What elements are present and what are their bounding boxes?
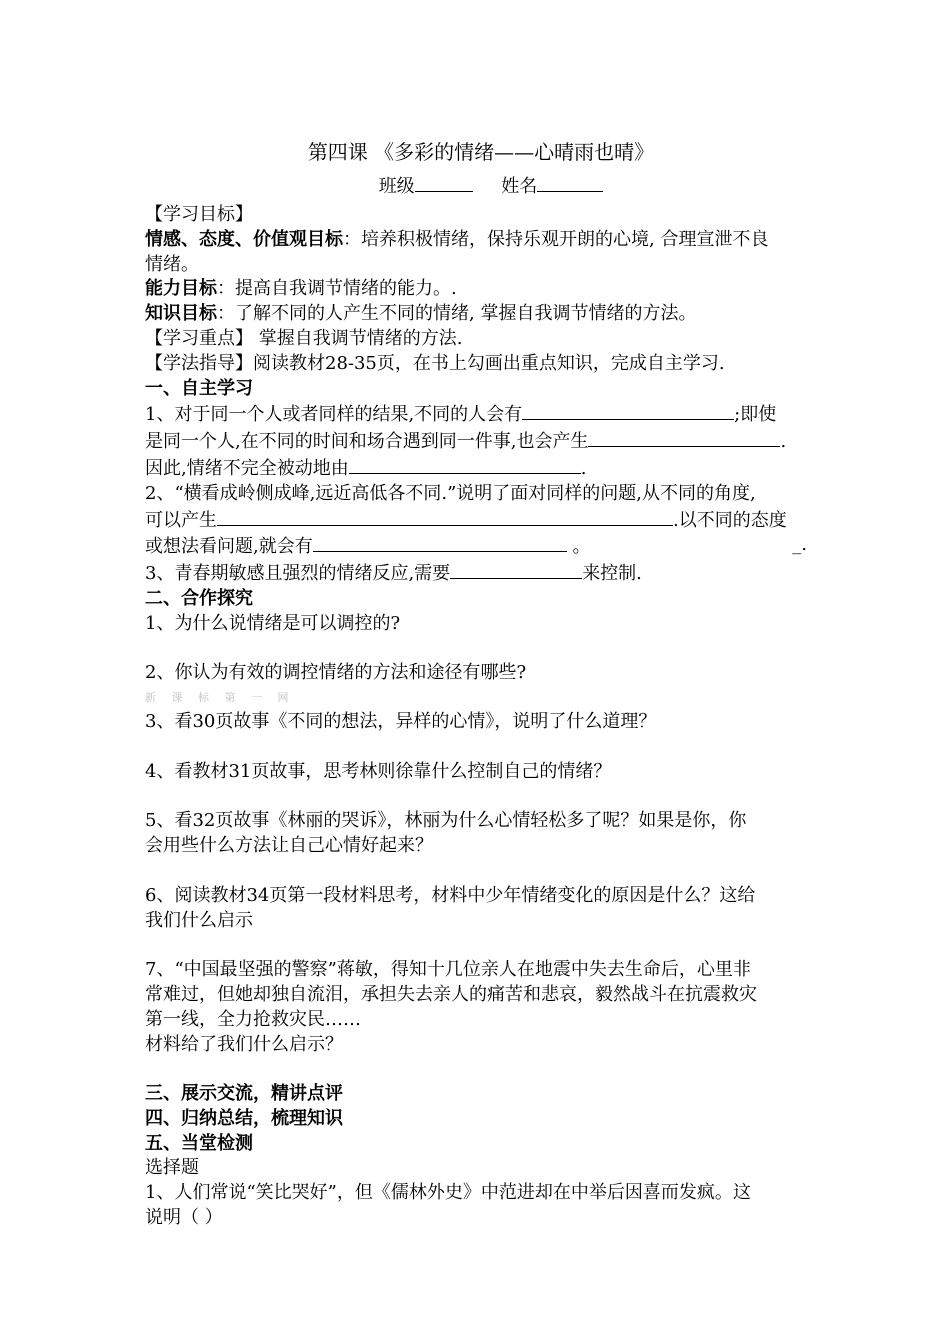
focus-line: 【学习重点】 掌握自我调节情绪的方法. bbox=[145, 327, 463, 349]
s1-q2-text-d: 或想法看问题,就会有 bbox=[145, 536, 313, 558]
emotion-goal-text: ：培养积极情绪，保持乐观开朗的心境, 合理宣泄不良 bbox=[343, 228, 769, 250]
s1-q2-blank-2[interactable] bbox=[313, 533, 567, 552]
s2-q6-line2: 我们什么启示 bbox=[145, 909, 253, 931]
s1-q2-text-e: 。 bbox=[572, 536, 591, 558]
s1-q1-text-e: 因此,情绪不完全被动地由 bbox=[145, 457, 349, 479]
s1-q1-text-b: ;即使 bbox=[734, 404, 777, 426]
goals-header: 【学习目标】 bbox=[145, 204, 253, 225]
method-line: 【学法指导】阅读教材28-35页，在书上勾画出重点知识，完成自主学习. bbox=[145, 352, 725, 374]
ability-goal-text: ：提高自我调节情绪的能力。. bbox=[217, 278, 457, 300]
s2-q7-line3: 第一线，全力抢救灾民…… bbox=[145, 1008, 361, 1030]
section-2-title: 二、合作探究 bbox=[145, 587, 253, 609]
s2-q5-line1: 5、看32页故事《林丽的哭诉》，林丽为什么心情轻松多了呢？如果是你，你 bbox=[145, 810, 747, 832]
ability-goal-label: 能力目标 bbox=[145, 278, 217, 300]
section-3-title: 三、展示交流，精讲点评 bbox=[145, 1083, 343, 1105]
s2-q5-line2: 会用些什么方法让自己心情好起来？ bbox=[145, 835, 433, 857]
s5-q1-line1: 1、人们常说“笑比哭好”，但《儒林外史》中范进却在中举后因喜而发疯。这 bbox=[145, 1182, 751, 1204]
s1-q2-text-c: .以不同的态度 bbox=[673, 509, 787, 531]
s1-q3-text-a: 3、青春期敏感且强烈的情绪反应,需要 bbox=[145, 563, 451, 585]
emotion-goal-cont: 情绪。 bbox=[145, 253, 199, 275]
document-page bbox=[145, 137, 807, 1231]
s2-q7-line4: 材料给了我们什么启示？ bbox=[145, 1033, 343, 1055]
class-blank[interactable] bbox=[415, 173, 473, 192]
s1-q1-text-a: 1、对于同一个人或者同样的结果,不同的人会有 bbox=[145, 404, 523, 426]
knowledge-goal-text: ：了解不同的人产生不同的情绪, 掌握自我调节情绪的方法。 bbox=[217, 303, 697, 325]
s2-q3: 3、看30页故事《不同的想法，异样的心情》，说明了什么道理？ bbox=[145, 711, 657, 733]
s1-q1-line2 bbox=[145, 428, 807, 455]
s5-q1-line2: 说明（ ） bbox=[145, 1207, 223, 1229]
section-4-title: 四、归纳总结，梳理知识 bbox=[145, 1107, 343, 1129]
section-1-title: 一、自主学习 bbox=[145, 377, 253, 399]
s1-q1-blank-2[interactable] bbox=[588, 428, 780, 447]
s1-q1-text-d: . bbox=[780, 431, 787, 453]
s1-q2-text-b: 可以产生 bbox=[145, 509, 217, 531]
s2-q7-line1: 7、“中国最坚强的警察”蒋敏，得知十几位亲人在地震中失去生命后，心里非 bbox=[145, 959, 751, 981]
page-title: 第四课 《多彩的情绪——心晴雨也晴》 bbox=[307, 140, 655, 164]
s1-q1-blank-1[interactable] bbox=[522, 401, 734, 420]
s1-q3-line bbox=[145, 560, 807, 587]
emotion-goal bbox=[145, 228, 807, 253]
s1-q3-blank[interactable] bbox=[450, 560, 582, 579]
student-info-line bbox=[175, 171, 807, 203]
s1-q1-line1 bbox=[145, 401, 807, 428]
choice-label: 选择题 bbox=[145, 1157, 199, 1179]
s2-q7-line2: 常难过，但她却独自流泪，承担失去亲人的痛苦和悲哀，毅然战斗在抗震救灾 bbox=[145, 983, 757, 1005]
s1-q3-text-b: 来控制. bbox=[582, 563, 642, 585]
s1-q1-line3 bbox=[145, 455, 807, 482]
s1-q2-line1: 2、“横看成岭侧成峰,远近高低各不同.”说明了面对同样的问题,从不同的角度, bbox=[145, 482, 756, 504]
s1-q2-text-f: _. bbox=[792, 534, 807, 556]
s2-q6-line1: 6、阅读教材34页第一段材料思考，材料中少年情绪变化的原因是什么？这给 bbox=[145, 884, 756, 906]
emotion-goal-label: 情感、态度、价值观目标 bbox=[145, 228, 343, 250]
ability-goal bbox=[145, 277, 807, 302]
s2-q4: 4、看教材31页故事，思考林则徐靠什么控制自己的情绪？ bbox=[145, 760, 612, 782]
knowledge-goal-label: 知识目标 bbox=[145, 303, 217, 325]
s1-q1-text-f: . bbox=[580, 457, 587, 479]
s1-q2-line3 bbox=[145, 533, 807, 560]
class-label: 班级 bbox=[378, 176, 415, 197]
s2-q2: 2、你认为有效的调控情绪的方法和途径有哪些? bbox=[145, 662, 527, 684]
s1-q1-blank-3[interactable] bbox=[349, 455, 581, 474]
s1-q2-line2 bbox=[145, 507, 807, 534]
s1-q2-blank-1[interactable] bbox=[217, 507, 673, 526]
knowledge-goal bbox=[145, 302, 807, 327]
name-label: 姓名 bbox=[501, 176, 538, 197]
section-5-title: 五、当堂检测 bbox=[145, 1132, 253, 1154]
s1-q1-text-c: 是同一个人,在不同的时间和场合遇到同一件事,也会产生 bbox=[145, 431, 589, 453]
name-blank[interactable] bbox=[537, 173, 603, 192]
s2-q1: 1、为什么说情绪是可以调控的? bbox=[145, 612, 401, 634]
watermark-text: 新 课 标 第 一 网 bbox=[145, 691, 295, 705]
